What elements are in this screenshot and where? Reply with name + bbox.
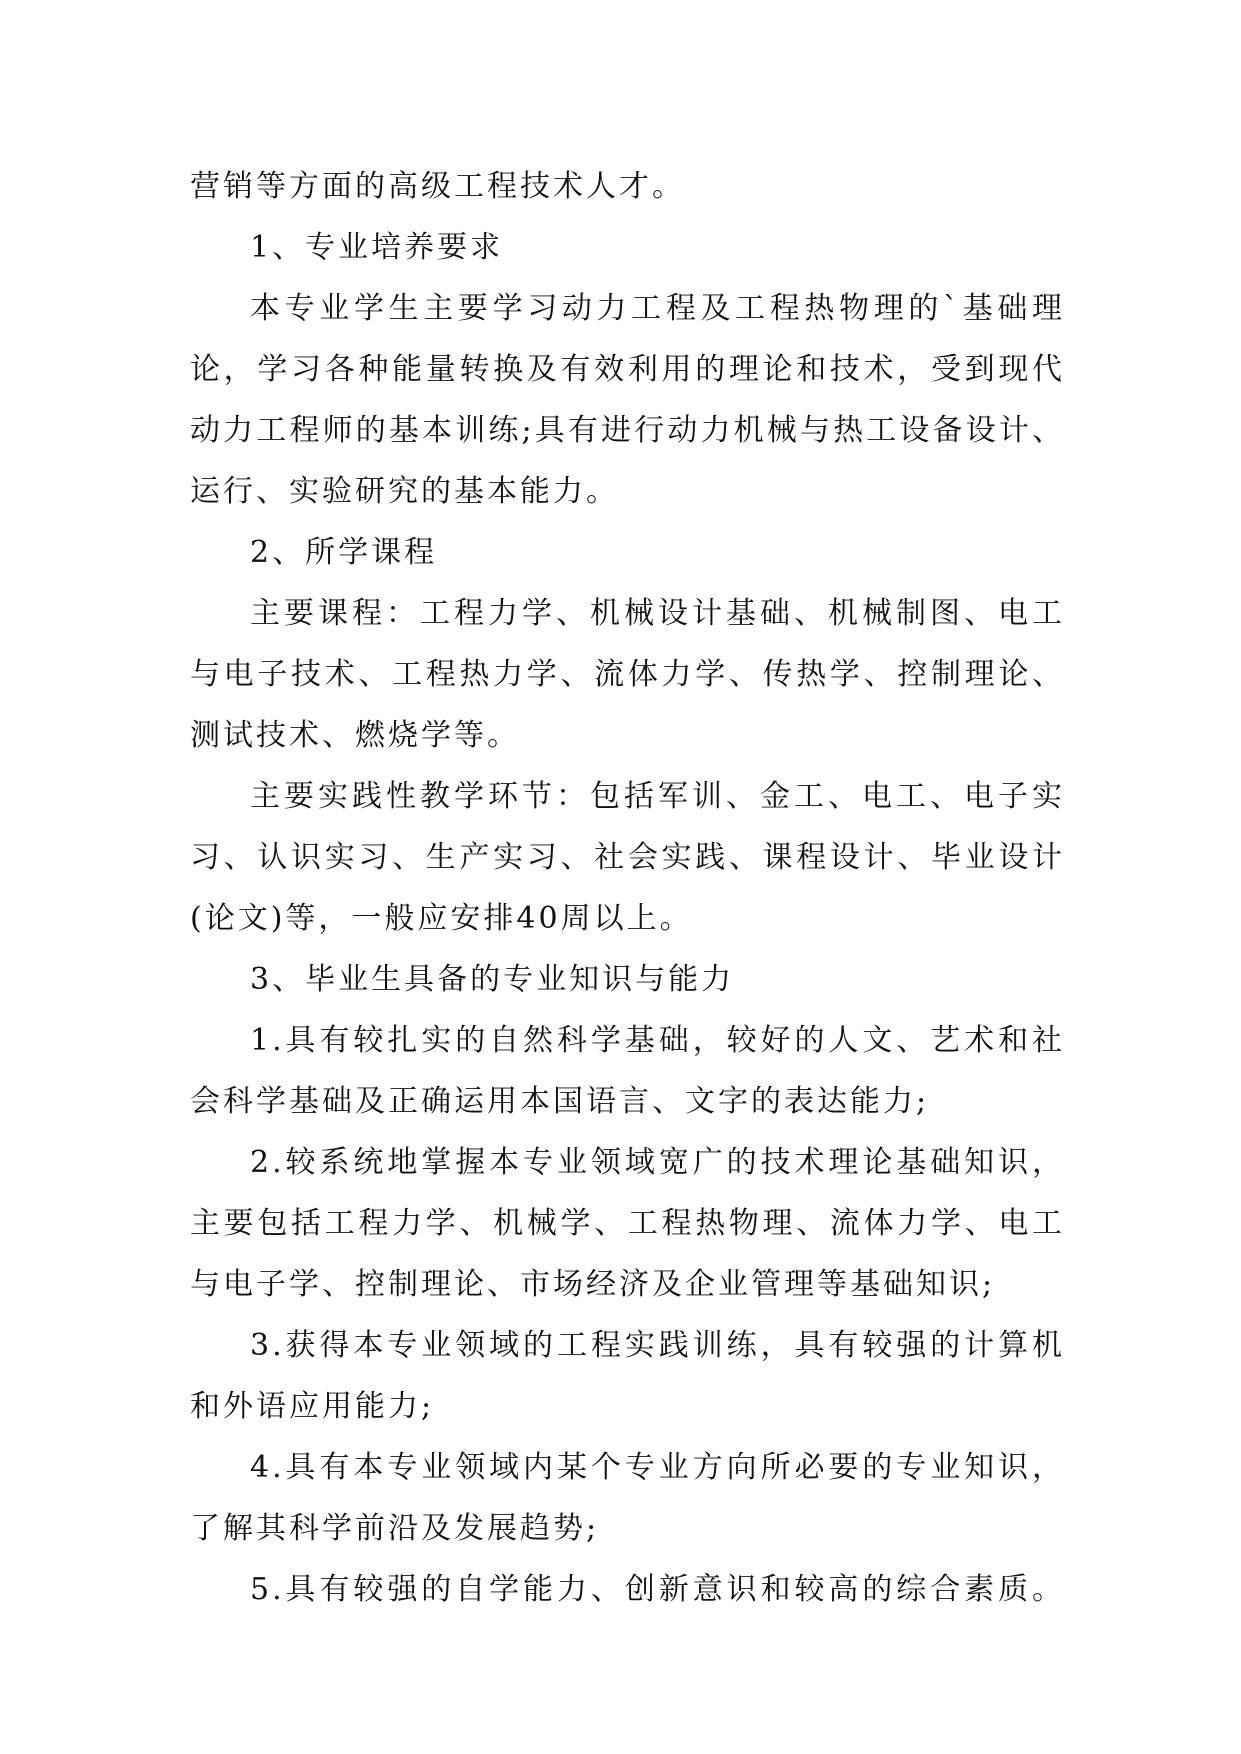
list-item: 5.具有较强的自学能力、创新意识和较高的综合素质。 bbox=[250, 1572, 1065, 1607]
text-line: 与电子学、控制理论、市场经济及企业管理等基础知识; bbox=[190, 1267, 996, 1302]
text-line: 主要实践性教学环节：包括军训、金工、电工、电子实 bbox=[250, 779, 1065, 814]
list-item: 4.具有本专业领域内某个专业方向所必要的专业知识， bbox=[250, 1450, 1065, 1485]
list-item: 1.具有较扎实的自然科学基础，较好的人文、艺术和社 bbox=[250, 1023, 1065, 1058]
text-line: 和外语应用能力; bbox=[190, 1389, 435, 1424]
text-line: 了解其科学前沿及发展趋势; bbox=[190, 1511, 600, 1546]
text-line: 运行、实验研究的基本能力。 bbox=[190, 474, 619, 509]
text-line: 主要包括工程力学、机械学、工程热物理、流体力学、电工 bbox=[190, 1206, 1065, 1241]
document-body bbox=[190, 156, 1065, 1620]
text-line: 营销等方面的高级工程技术人才。 bbox=[190, 169, 685, 204]
text-line: 动力工程师的基本训练;具有进行动力机械与热工设备设计、 bbox=[190, 413, 1065, 448]
text-line: (论文)等，一般应安排40周以上。 bbox=[190, 901, 693, 936]
text-line: 测试技术、燃烧学等。 bbox=[190, 718, 520, 753]
text-line: 论，学习各种能量转换及有效利用的理论和技术，受到现代 bbox=[190, 352, 1065, 387]
text-line: 本专业学生主要学习动力工程及工程热物理的`基础理 bbox=[250, 291, 1065, 326]
text-line: 与电子技术、工程热力学、流体力学、传热学、控制理论、 bbox=[190, 657, 1065, 692]
text-line: 主要课程：工程力学、机械设计基础、机械制图、电工 bbox=[250, 596, 1065, 631]
section-heading: 3、毕业生具备的专业知识与能力 bbox=[250, 962, 735, 997]
list-item: 3.获得本专业领域的工程实践训练，具有较强的计算机 bbox=[250, 1328, 1065, 1363]
section-heading: 2、所学课程 bbox=[250, 535, 438, 570]
section-heading: 1、专业培养要求 bbox=[250, 230, 504, 265]
text-line: 习、认识实习、生产实习、社会实践、课程设计、毕业设计 bbox=[190, 840, 1065, 875]
text-line: 会科学基础及正确运用本国语言、文字的表达能力; bbox=[190, 1084, 930, 1119]
list-item: 2.较系统地掌握本专业领域宽广的技术理论基础知识， bbox=[250, 1145, 1065, 1180]
